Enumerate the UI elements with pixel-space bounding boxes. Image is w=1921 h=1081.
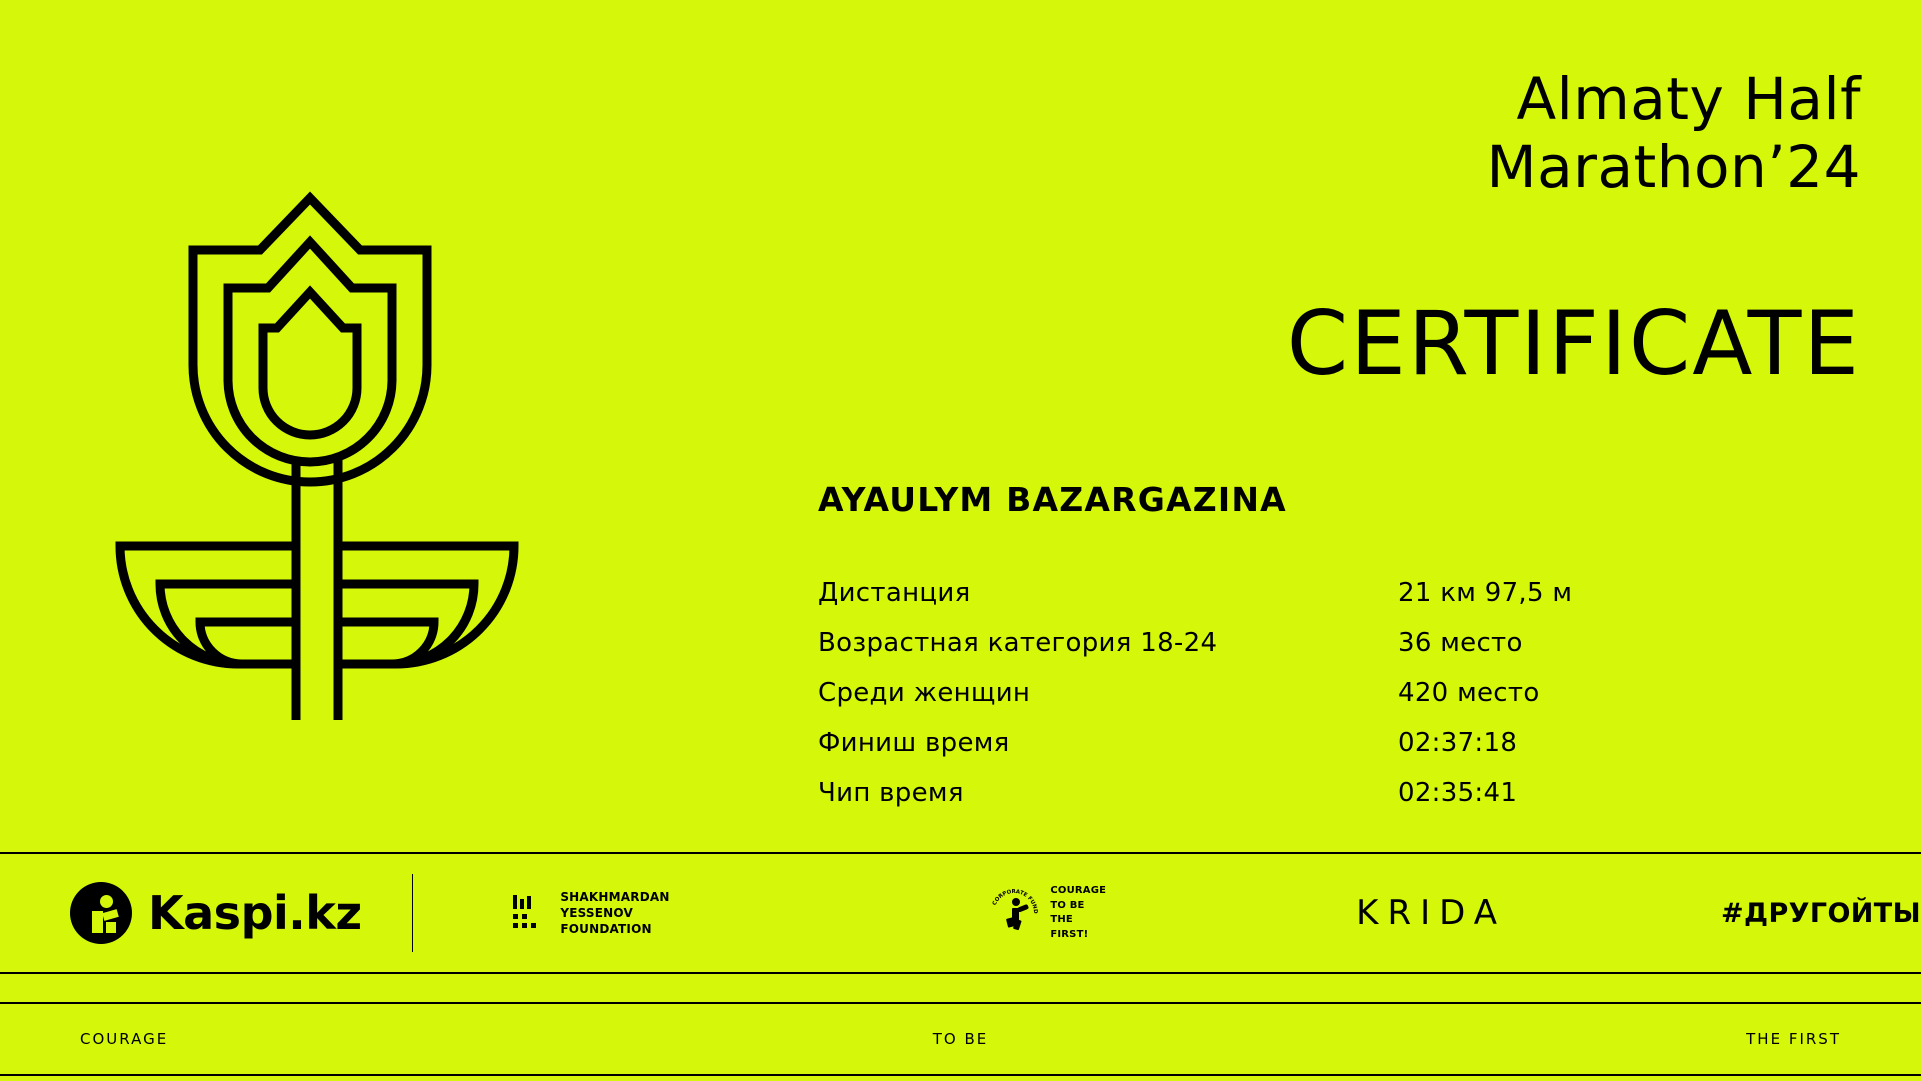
table-row [818, 628, 1698, 678]
sponsor-drugoity: #ДРУГОЙТЫ [1720, 897, 1921, 929]
result-value-distance: 21 км 97,5 м [1398, 578, 1573, 608]
kaspi-wordmark: Kaspi.kz [148, 886, 362, 940]
corporate-fund-line-2: TO BE [1050, 899, 1085, 911]
sponsor-divider [412, 874, 414, 952]
corporate-fund-wordmark [1050, 884, 1106, 942]
divider-sponsors-bottom [0, 972, 1921, 974]
runner-figure-icon [986, 885, 1042, 941]
sponsor-yessenov [513, 889, 716, 938]
results-table [818, 578, 1698, 828]
sponsor-kaspi [70, 882, 362, 944]
yessenov-line-1: SHAKHMARDAN YESSENOV [560, 889, 670, 920]
table-row [818, 678, 1698, 728]
page-title: CERTIFICATE [1286, 292, 1861, 395]
sponsor-strip [0, 854, 1921, 972]
result-value-finish-time: 02:37:18 [1398, 728, 1518, 758]
result-value-chip-time: 02:35:41 [1398, 778, 1518, 808]
result-label-distance: Дистанция [818, 578, 971, 608]
yessenov-wordmark [560, 889, 716, 938]
table-row [818, 728, 1698, 778]
sponsor-krida: KRIDA [1356, 893, 1506, 933]
sponsor-corporate-fund [986, 884, 1106, 942]
result-value-age-category: 36 место [1398, 628, 1523, 658]
footer-left-text: COURAGE [80, 1030, 169, 1048]
corporate-fund-line-3: THE FIRST! [1050, 914, 1089, 940]
footer-slogan [0, 1004, 1921, 1074]
footer-right-text: THE FIRST [1746, 1030, 1841, 1048]
table-row [818, 778, 1698, 828]
kaspi-figure-icon [70, 882, 132, 944]
result-value-women: 420 место [1398, 678, 1540, 708]
event-title-line-2: Marathon’24 [1486, 133, 1861, 202]
result-label-age-category: Возрастная категория 18-24 [818, 628, 1218, 658]
yessenov-bars-icon [513, 895, 549, 931]
tulip-emblem-icon [60, 160, 580, 760]
yessenov-line-2: FOUNDATION [560, 922, 652, 937]
corporate-fund-line-1: COURAGE [1050, 885, 1107, 896]
event-title [811, 65, 1861, 202]
event-title-line-1: Almaty Half [1516, 65, 1861, 133]
table-row [818, 578, 1698, 628]
divider-bottom [0, 1074, 1921, 1076]
result-label-women: Среди женщин [818, 678, 1031, 708]
result-label-chip-time: Чип время [818, 778, 964, 808]
athlete-name: AYAULYM BAZARGAZINA [818, 480, 1287, 519]
footer-center-text: TO BE [932, 1030, 989, 1048]
result-label-finish-time: Финиш время [818, 728, 1010, 758]
svg-text:CORPORATE FUND: CORPORATE FUND [992, 888, 1039, 914]
